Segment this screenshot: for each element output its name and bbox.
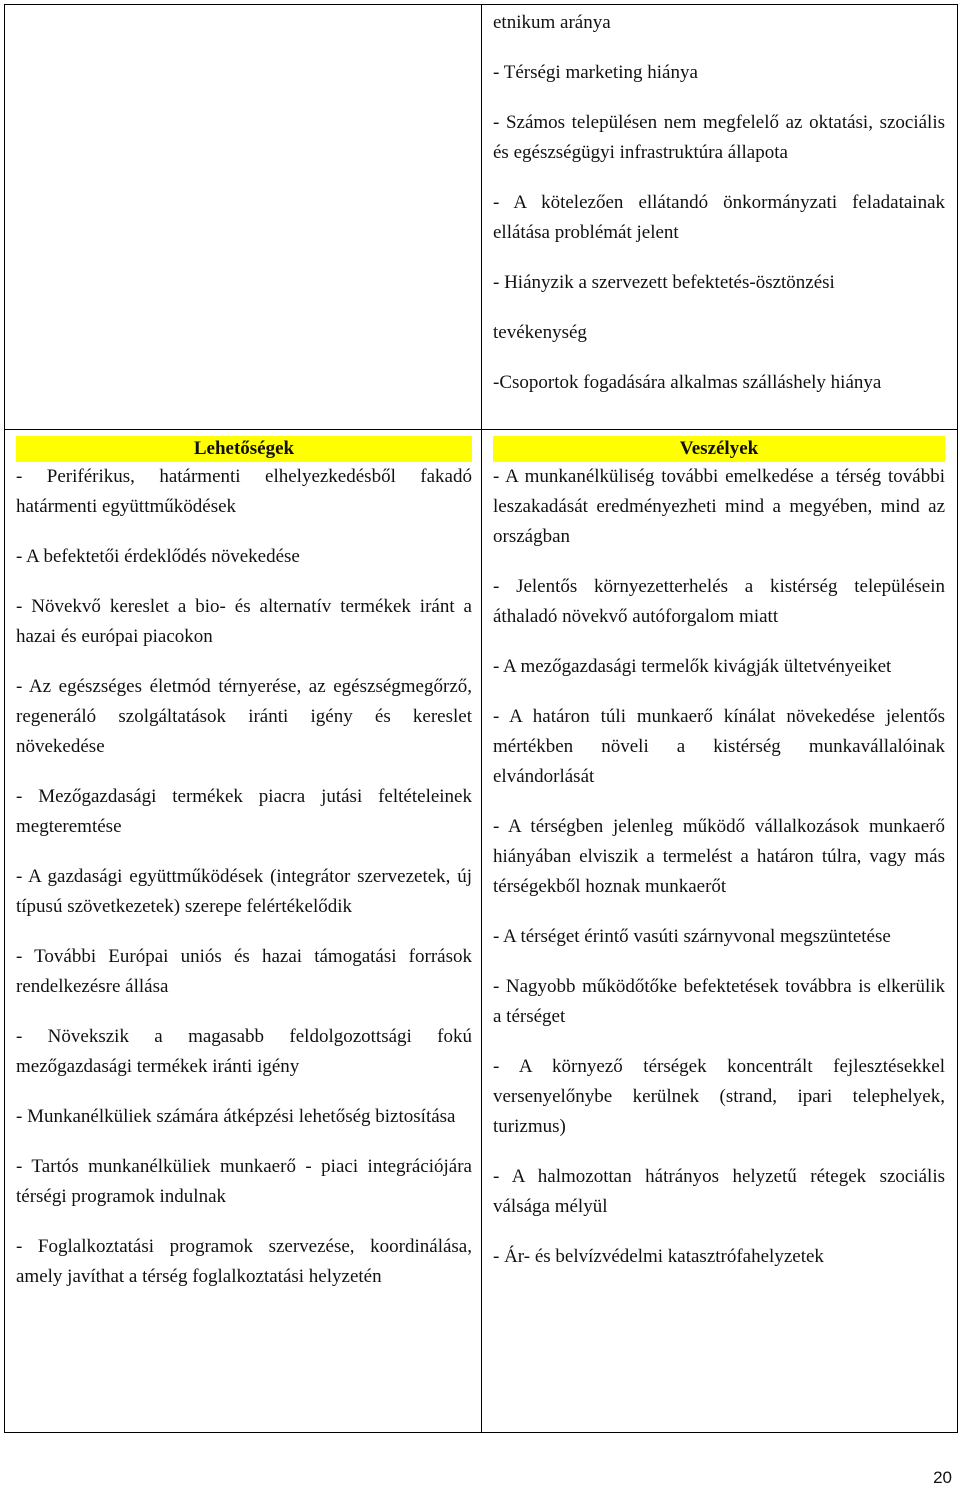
- opportunity-item: - Periférikus, határmenti elhelyezkedésből fakadó határmenti együttműködések: [16, 466, 472, 517]
- opportunity-item: - A befektetői érdeklődés növekedése: [16, 546, 300, 567]
- weaknesses-continuation-row: [5, 5, 958, 430]
- opportunity-item: - Növekvő kereslet a bio- és alternatív termékek iránt a hazai és európai piacokon: [16, 596, 472, 647]
- weakness-item: - A kötelezően ellátandó önkormányzati feladatainak ellátása problémát jelent: [493, 192, 945, 243]
- weaknesses-continuation-cell: [482, 5, 958, 430]
- opportunity-item: - Az egészséges életmód térnyerése, az egészségmegőrző, regeneráló szolgáltatások iránti igény és kereslet növekedése: [16, 676, 472, 757]
- threat-item: - A térségben jelenleg működő vállalkozások munkaerő hiányában elviszik a termelést a határon túlra, vagy más térségekből hoznak munkaerőt: [493, 816, 945, 897]
- opportunity-item: - További Európai uniós és hazai támogatási források rendelkezésre állása: [16, 946, 472, 997]
- opportunities-heading: Lehetőségek: [16, 436, 472, 462]
- weakness-item: tevékenység: [493, 322, 587, 343]
- threat-item: - Nagyobb működőtőke befektetések továbbra is elkerülik a térséget: [493, 976, 945, 1027]
- threat-item: - A térséget érintő vasúti szárnyvonal megszüntetése: [493, 926, 891, 947]
- opportunity-item: - Növekszik a magasabb feldolgozottsági fokú mezőgazdasági termékek iránti igény: [16, 1026, 472, 1077]
- weakness-item: - Hiányzik a szervezett befektetés-ösztönzési: [493, 272, 835, 293]
- weakness-item: -Csoportok fogadására alkalmas szálláshely hiánya: [493, 372, 882, 393]
- threat-item: - A környező térségek koncentrált fejlesztésekkel versenyelőnybe kerülnek (strand, ipari telephelyek, turizmus): [493, 1056, 945, 1137]
- threat-item: - A határon túli munkaerő kínálat növekedése jelentős mértékben növeli a kistérség munkavállalóinak elvándorlását: [493, 706, 945, 787]
- swot-table: [4, 4, 958, 1433]
- opportunity-item: - Foglalkoztatási programok szervezése, koordinálása, amely javíthat a térség foglalkoztatási helyzetén: [16, 1236, 472, 1287]
- opportunity-item: - Munkanélküliek számára átképzési lehetőség biztosítása: [16, 1106, 456, 1127]
- threat-item: - Jelentős környezetterhelés a kistérség településein áthaladó növekvő autóforgalom miatt: [493, 576, 945, 627]
- threat-item: - Ár- és belvízvédelmi katasztrófahelyzetek: [493, 1246, 824, 1267]
- weakness-item: - Számos településen nem megfelelő az oktatási, szociális és egészségügyi infrastruktúra állapota: [493, 112, 945, 163]
- threats-heading: Veszélyek: [493, 436, 945, 462]
- opportunities-threats-row: [5, 430, 958, 1433]
- threat-item: - A halmozottan hátrányos helyzetű rétegek szociális válsága mélyül: [493, 1166, 945, 1217]
- opportunity-item: - Tartós munkanélküliek munkaerő - piaci integrációjára térségi programok indulnak: [16, 1156, 472, 1207]
- threat-item: - A mezőgazdasági termelők kivágják ültetvényeiket: [493, 656, 892, 677]
- threat-item: - A munkanélküliség további emelkedése a térség további leszakadását eredményezheti mind a megyében, mind az országban: [493, 466, 945, 547]
- opportunity-item: - A gazdasági együttműködések (integrátor szervezetek, új típusú szövetkezetek) szerepe felértékelődik: [16, 866, 472, 917]
- page-number: 20: [933, 1468, 952, 1487]
- opportunity-item: - Mezőgazdasági termékek piacra jutási feltételeinek megteremtése: [16, 786, 472, 837]
- weakness-item: etnikum aránya: [493, 12, 611, 33]
- empty-left-cell: [5, 5, 482, 430]
- opportunities-cell: [5, 430, 482, 1433]
- weakness-item: - Térségi marketing hiánya: [493, 62, 698, 83]
- threats-cell: [482, 430, 958, 1433]
